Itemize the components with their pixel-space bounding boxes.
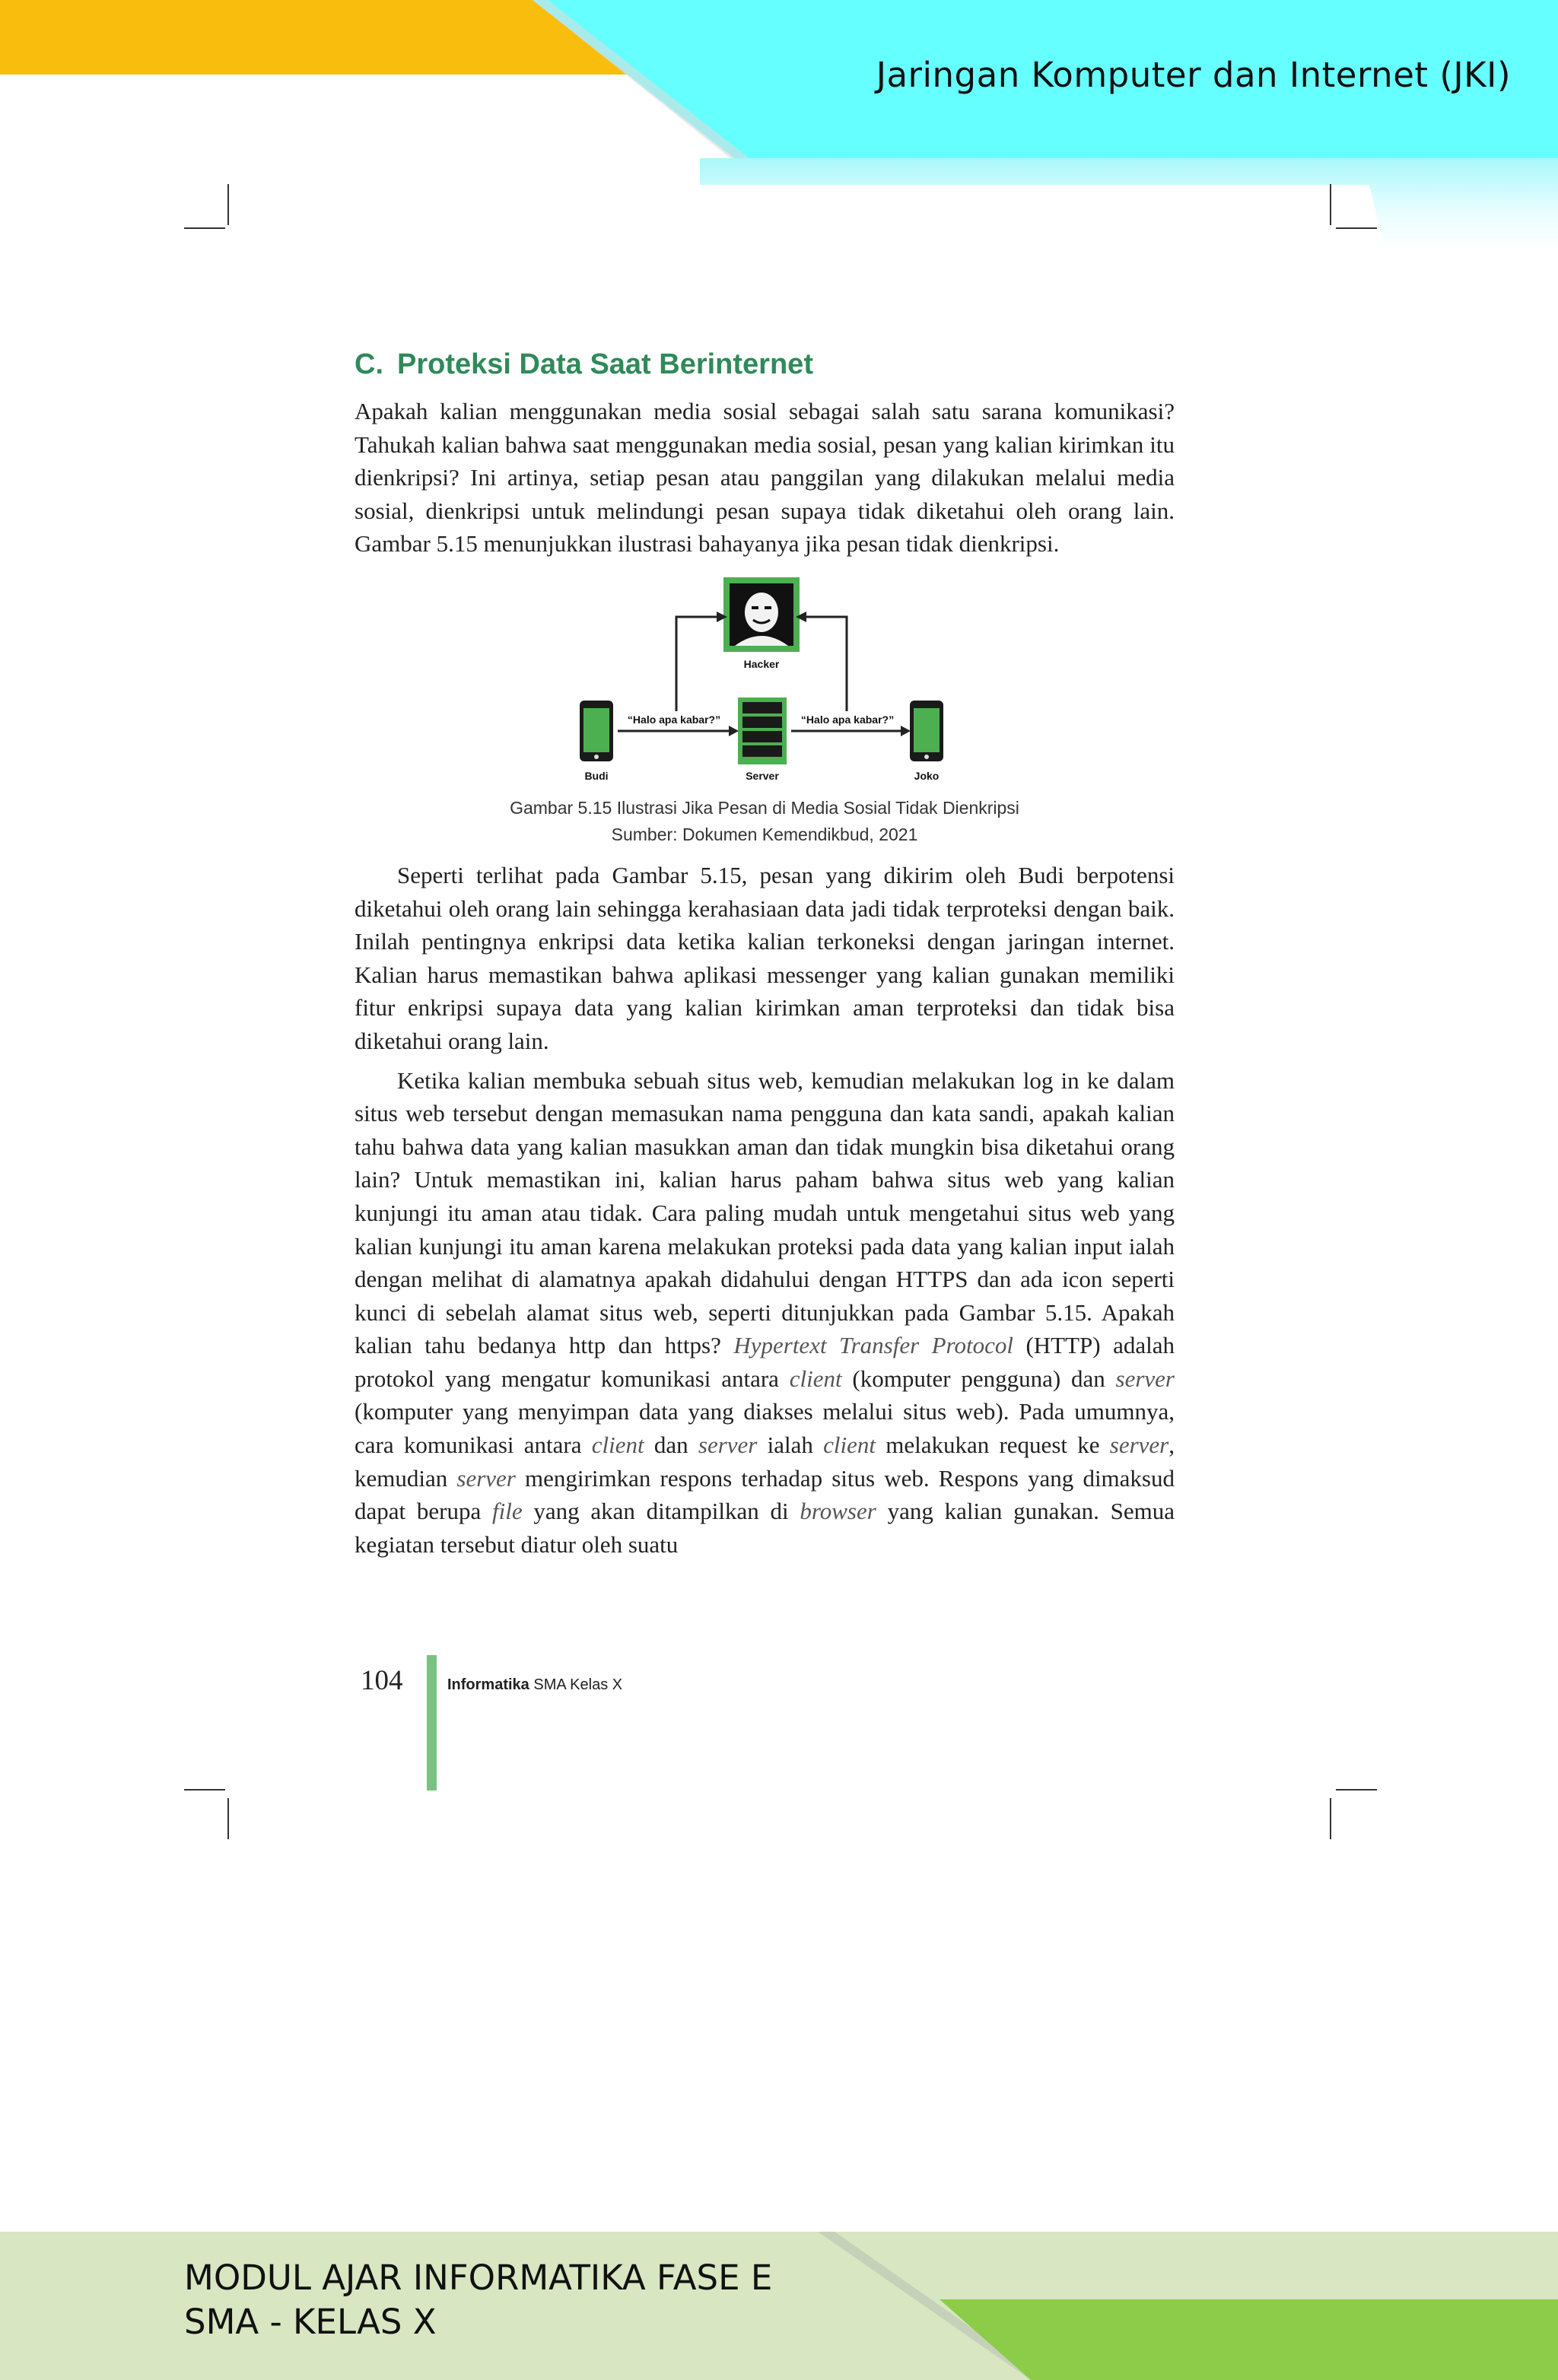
crop-mark-top-right-h [1336, 227, 1377, 229]
server-label: Server [746, 769, 779, 782]
figure-caption-title: Gambar 5.15 Ilustrasi Jika Pesan di Media Sosial Tidak Dienkripsi [510, 797, 1019, 818]
term-server: server [1109, 1431, 1169, 1459]
term-server: server [456, 1464, 516, 1492]
crop-mark-top-left-v [227, 184, 229, 225]
crop-mark-bottom-left-v [227, 1798, 229, 1839]
message-left-label: “Halo apa kabar?” [627, 713, 721, 726]
server-icon [738, 697, 787, 764]
arrow-head-to-joko [901, 726, 911, 736]
footer-title-line1: MODUL AJAR INFORMATIKA FASE E [184, 2258, 773, 2298]
header-title: Jaringan Komputer dan Internet (JKI) [876, 55, 1511, 95]
figure-caption [355, 795, 1175, 848]
term-client: client [591, 1431, 644, 1459]
term-server: server [698, 1431, 758, 1459]
footer-title-line2: SMA - KELAS X [184, 2302, 437, 2342]
text-run: Ketika kalian membuka sebuah situs web, kemudian melakukan log in ke dalam situs web tersebut dengan memasukan nama pengguna dan kata sandi, apakah kalian tahu bahwa data yang kalian masukkan aman dan tidak mungkin bisa diketahui orang lain? Untuk memastikan ini, kalian harus paham bahwa situs web yang kalian kunjungi itu aman atau tidak. Cara paling mudah untuk mengetahui situs web yang kalian kunjungi itu aman karena melakukan proteksi pada data yang kalian input ialah dengan melihat di alamatnya apakah didahului dengan HTTPS dan ada icon seperti kunci di sebelah alamat situs web, seperti ditunjukkan pada Gambar 5.15. Apakah kalian tahu bedanya http dan https? [355, 1066, 1175, 1359]
budi-phone-icon [580, 701, 613, 761]
arrow-head-to-server [729, 726, 739, 736]
crop-mark-top-left-h [184, 227, 225, 229]
paragraph-intro: Apakah kalian menggunakan media sosial sebagai salah satu sarana komunikasi? Tahukah kalian bahwa saat menggunakan media sosial, pesan yang kalian kirimkan itu dienkripsi? Ini artinya, setiap pesan atau panggilan yang dilakukan melalui media sosial, dienkripsi untuk melindungi pesan supaya tidak diketahui oleh orang lain. Gambar 5.15 menunjukkan ilustrasi bahayanya jika pesan tidak dienkripsi. [355, 398, 1175, 558]
page-footer-bar [427, 1655, 437, 1791]
page-number: 104 [361, 1665, 403, 1696]
term-file: file [491, 1498, 523, 1525]
figure-caption-source: Sumber: Dokumen Kemendikbud, 2021 [611, 824, 918, 844]
term-hypertext-transfer-protocol: Hypertext Transfer Protocol [733, 1332, 1013, 1359]
text-run: , kemudian [355, 1431, 1175, 1492]
header-cyan-fade [700, 158, 1558, 249]
paragraph-https [355, 1064, 1175, 1562]
crop-mark-top-right-v [1330, 184, 1331, 225]
encryption-diagram [355, 573, 1175, 793]
joko-phone-icon [910, 701, 943, 761]
text-run: melakukan request ke [875, 1431, 1110, 1459]
book-label-bold: Informatika [447, 1676, 529, 1693]
section-number: C. [355, 348, 383, 380]
footer-title [184, 2256, 772, 2344]
figure-5-15 [355, 573, 1175, 793]
crop-mark-bottom-right-v [1330, 1798, 1331, 1839]
term-client: client [789, 1365, 842, 1392]
text-run: yang akan ditampilkan di [522, 1498, 800, 1525]
text-run: dan [644, 1431, 698, 1459]
hacker-icon [723, 577, 800, 652]
term-browser: browser [800, 1498, 876, 1525]
book-label [447, 1676, 622, 1694]
joko-label: Joko [914, 769, 940, 782]
page-content [355, 348, 1175, 1561]
book-label-rest: SMA Kelas X [529, 1676, 623, 1693]
text-run: mengirimkan respons terhadap situs web. Respons yang dimaksud dapat berupa [355, 1464, 1175, 1525]
text-run: (HTTP) adalah protokol yang mengatur komunikasi antara [355, 1332, 1175, 1392]
crop-mark-bottom-right-h [1336, 1789, 1377, 1791]
hacker-label: Hacker [743, 657, 780, 670]
term-client: client [823, 1431, 876, 1459]
message-right-label: “Halo apa kabar?” [800, 713, 895, 726]
term-server: server [1115, 1365, 1175, 1392]
text-run: (komputer pengguna) dan [841, 1365, 1116, 1392]
crop-mark-bottom-left-h [184, 1789, 225, 1791]
section-title: Proteksi Data Saat Berinternet [397, 348, 813, 380]
section-heading [355, 348, 1175, 381]
text-run: (komputer yang menyimpan data yang diakses melalui situs web). Pada umumnya, cara komunikasi antara [355, 1398, 1175, 1459]
paragraph-budi: Seperti terlihat pada Gambar 5.15, pesan yang dikirim oleh Budi berpotensi diketahui oleh orang lain sehingga kerahasiaan data jadi tidak terproteksi dengan baik. Inilah pentingnya enkripsi data ketika kalian terkoneksi dengan jaringan internet. Kalian harus memastikan bahwa aplikasi messenger yang kalian gunakan memiliki fitur enkripsi supaya data yang kalian kirimkan aman terproteksi dan tidak bisa diketahui orang lain. [355, 861, 1175, 1054]
text-run: yang kalian gunakan. Semua kegiatan tersebut diatur oleh suatu [355, 1498, 1175, 1558]
budi-label: Budi [584, 769, 609, 782]
text-run: ialah [757, 1431, 824, 1459]
